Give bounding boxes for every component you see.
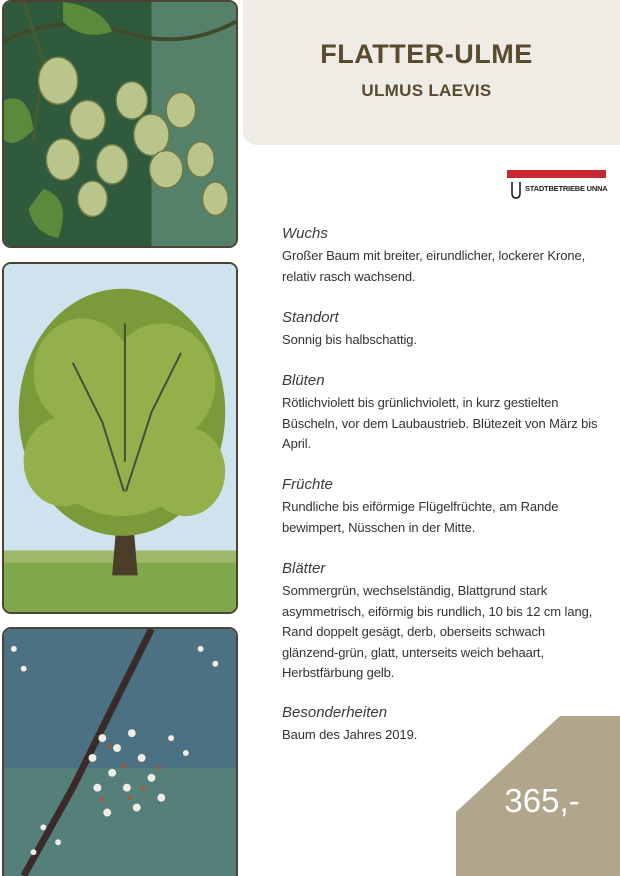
logo-mark-icon bbox=[511, 181, 521, 199]
tree-illustration bbox=[4, 264, 236, 612]
page-subtitle: ULMUS LAEVIS bbox=[361, 81, 492, 100]
photo-blossoms bbox=[2, 627, 238, 876]
section-heading: Besonderheiten bbox=[282, 704, 388, 721]
section-text: Sommergrün, wechselständig, Blattgrund stark asymmetrisch, eiförmig bis rundlich, 10 bis 12 cm lang, Rand doppelt gesägt, derb, oberseits schwach glänzend-grün, glatt, unterseits weich behaart, Herbstfärbung gelb. bbox=[282, 583, 593, 680]
stadtbetriebe-logo bbox=[507, 170, 607, 204]
section-text: Rötlichviolett bis grünlichviolett, in kurz gestielten Büscheln, vor dem Laubaustrieb. Blütezeit von März bis April. bbox=[282, 395, 598, 451]
section-text: Großer Baum mit breiter, eirundlicher, lockerer Krone, relativ rasch wachsend. bbox=[282, 248, 586, 284]
logo-accent-bar bbox=[507, 170, 606, 178]
photo-fruits bbox=[2, 0, 238, 248]
section-heading: Früchte bbox=[282, 476, 333, 493]
page-title: FLATTER-ULME bbox=[320, 39, 533, 69]
section-fruechte bbox=[282, 476, 598, 538]
price-label: 365,- bbox=[504, 782, 580, 819]
logo-text: STADTBETRIEBE UNNA bbox=[525, 184, 608, 193]
blossoms-illustration bbox=[4, 629, 236, 876]
fruits-illustration bbox=[4, 2, 236, 246]
section-heading: Blätter bbox=[282, 560, 326, 577]
section-heading: Wuchs bbox=[282, 225, 328, 242]
section-heading: Standort bbox=[282, 309, 339, 326]
section-wuchs bbox=[282, 225, 598, 287]
section-standort bbox=[282, 309, 598, 351]
photo-tree bbox=[2, 262, 238, 614]
section-text: Baum des Jahres 2019. bbox=[282, 727, 418, 742]
section-blueten bbox=[282, 372, 598, 455]
header-panel bbox=[243, 0, 620, 145]
section-heading: Blüten bbox=[282, 372, 325, 389]
section-text: Sonnig bis halbschattig. bbox=[282, 332, 417, 347]
section-text: Rundliche bis eiförmige Flügelfrüchte, am Rande bewimpert, Nüsschen in der Mitte. bbox=[282, 499, 559, 535]
section-blaetter bbox=[282, 560, 598, 684]
